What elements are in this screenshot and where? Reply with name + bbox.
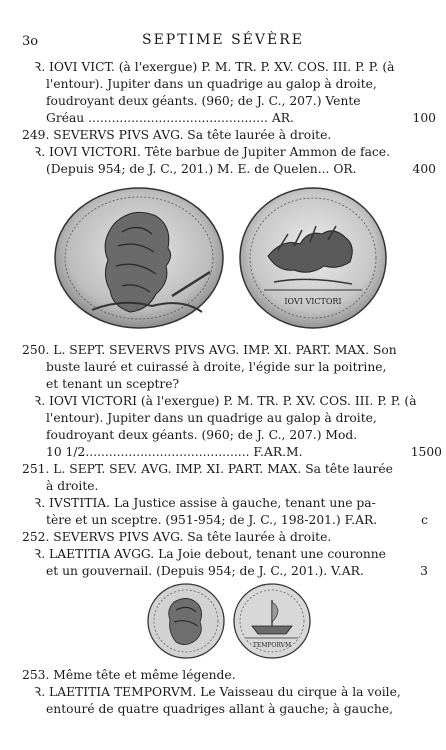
entry-line: 252. SEVERVS PIVS AVG. Sa tête laurée à droite. bbox=[22, 530, 332, 544]
entry-line: 249. SEVERVS PIVS AVG. Sa tête laurée à droite. bbox=[22, 128, 332, 142]
coin-reverse-small-image bbox=[232, 582, 312, 660]
entry-line: Ꝛ. IOVI VICTORI. Tête barbue de Jupiter Ammon de face. bbox=[34, 145, 390, 159]
entry-line: l'entour). Jupiter dans un quadrige au galop à droite, bbox=[46, 411, 377, 425]
entry-line: Ꝛ. IOVI VICT. (à l'exergue) P. M. TR. P. XV. COS. III. P. P. (à bbox=[34, 60, 395, 74]
entry-line: 250. L. SEPT. SEVERVS PIVS AVG. IMP. XI. PART. MAX. Son bbox=[22, 343, 397, 357]
entry-line: Gréau .............................................. AR. bbox=[46, 111, 294, 125]
entry-line: (Depuis 954; de J. C., 201.) M. E. de Quelen... OR. bbox=[46, 162, 357, 176]
price: 400 bbox=[412, 162, 436, 176]
coin-exergue-text: IOVI VICTORI bbox=[284, 297, 342, 306]
entry-line: foudroyant deux géants. (960; de J. C., 207.) Vente bbox=[46, 94, 361, 108]
entry-line: et un gouvernail. (Depuis 954; de J. C., 201.). V.AR. bbox=[46, 564, 364, 578]
coin-obverse-small-image bbox=[146, 582, 226, 660]
entry-line: 10 1/2.......................................... F.AR.M. bbox=[46, 445, 303, 459]
running-head: SEPTIME SÉVÈRE bbox=[141, 32, 304, 48]
entry-line: 253. Même tête et même légende. bbox=[22, 668, 236, 682]
coin-reverse-image bbox=[238, 186, 388, 331]
price: 3 bbox=[420, 564, 428, 578]
entry-line: tère et un sceptre. (951-954; de J. C., 198-201.) F.AR. bbox=[46, 513, 378, 527]
entry-line: Ꝛ. IOVI VICTORI (à l'exergue) P. M. TR. P. XV. COS. III. P. P. (à bbox=[34, 394, 417, 408]
entry-line: et tenant un sceptre? bbox=[46, 377, 180, 391]
price: 1500 bbox=[410, 445, 442, 459]
entry-line: Ꝛ. LAETITIA TEMPORVM. Le Vaisseau du cirque à la voile, bbox=[34, 685, 401, 699]
coin-obverse-image bbox=[52, 186, 227, 331]
entry-line: l'entour). Jupiter dans un quadrige au galop à droite, bbox=[46, 77, 377, 91]
entry-line: Ꝛ. IVSTITIA. La Justice assise à gauche, tenant une pa- bbox=[34, 496, 376, 510]
entry-line: à droite. bbox=[46, 479, 99, 493]
entry-line: foudroyant deux géants. (960; de J. C., 207.) Mod. bbox=[46, 428, 358, 442]
coin-exergue-text: TEMPORVM bbox=[252, 642, 292, 649]
entry-line: 251. L. SEPT. SEV. AVG. IMP. XI. PART. MAX. Sa tête laurée bbox=[22, 462, 393, 476]
price: c bbox=[421, 513, 428, 527]
entry-line: Ꝛ. LAETITIA AVGG. La Joie debout, tenant une couronne bbox=[34, 547, 386, 561]
entry-line: entouré de quatre quadriges allant à gauche; à gauche, bbox=[46, 702, 394, 716]
price: 100 bbox=[412, 111, 436, 125]
entry-line: buste lauré et cuirassé à droite, l'égide sur la poitrine, bbox=[46, 360, 387, 374]
page-number: 3o bbox=[22, 34, 39, 49]
